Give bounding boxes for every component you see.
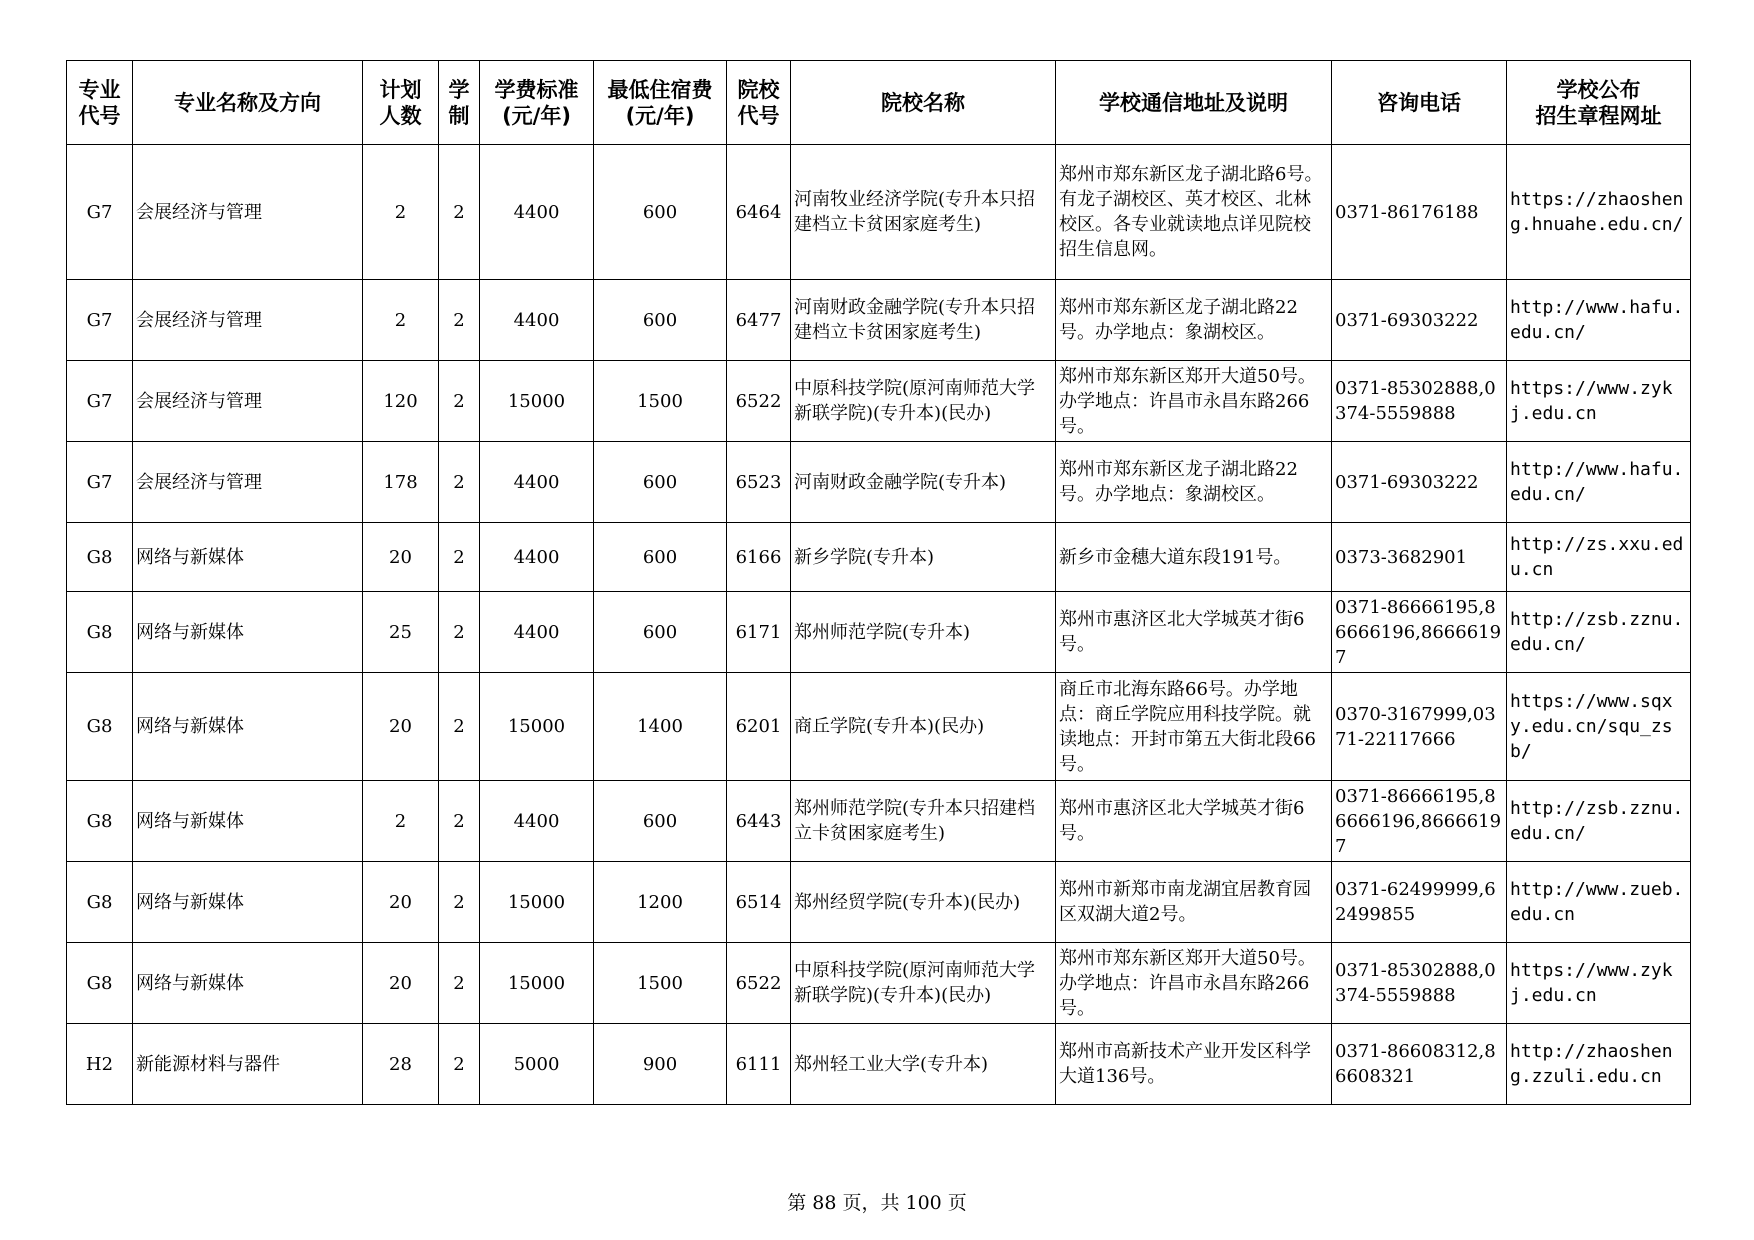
cell-school-code: 6522 (727, 361, 791, 442)
cell-address: 郑州市郑东新区龙子湖北路22号。办学地点：象湖校区。 (1056, 280, 1332, 361)
header-dorm-fee: 最低住宿费 (元/年) (594, 61, 727, 145)
table-row (67, 442, 1691, 523)
cell-phone: 0371-86608312,86608321 (1332, 1024, 1507, 1105)
cell-plan-count: 20 (363, 943, 439, 1024)
cell-address: 郑州市郑东新区郑开大道50号。办学地点：许昌市永昌东路266号。 (1056, 943, 1332, 1024)
cell-address: 郑州市新郑市南龙湖宜居教育园区双湖大道2号。 (1056, 862, 1332, 943)
cell-phone: 0371-86666195,86666196,86666197 (1332, 592, 1507, 673)
cell-school-name: 河南财政金融学院(专升本) (791, 442, 1056, 523)
cell-plan-count: 120 (363, 361, 439, 442)
page-footer: 第 88 页，共 100 页 (787, 1192, 967, 1214)
cell-url: http://zhaosheng.zzuli.edu.cn (1507, 1024, 1691, 1105)
cell-school-code: 6171 (727, 592, 791, 673)
cell-study-years: 2 (439, 943, 480, 1024)
cell-school-code: 6201 (727, 673, 791, 781)
table-row (67, 943, 1691, 1024)
cell-tuition: 15000 (480, 361, 594, 442)
cell-url: https://www.zykj.edu.cn (1507, 361, 1691, 442)
cell-school-code: 6477 (727, 280, 791, 361)
cell-major-code: G8 (67, 592, 133, 673)
cell-tuition: 15000 (480, 862, 594, 943)
table-row (67, 781, 1691, 862)
cell-dorm-fee: 1400 (594, 673, 727, 781)
table-row (67, 592, 1691, 673)
cell-school-code: 6514 (727, 862, 791, 943)
cell-study-years: 2 (439, 361, 480, 442)
cell-major-code: G7 (67, 145, 133, 280)
cell-major-code: G8 (67, 523, 133, 592)
cell-study-years: 2 (439, 280, 480, 361)
cell-major-name: 网络与新媒体 (133, 781, 363, 862)
cell-major-name: 网络与新媒体 (133, 523, 363, 592)
table-row (67, 361, 1691, 442)
cell-major-name: 网络与新媒体 (133, 673, 363, 781)
cell-url: http://zs.xxu.edu.cn (1507, 523, 1691, 592)
cell-tuition: 5000 (480, 1024, 594, 1105)
cell-major-code: G7 (67, 361, 133, 442)
cell-school-name: 中原科技学院(原河南师范大学新联学院)(专升本)(民办) (791, 943, 1056, 1024)
cell-dorm-fee: 1500 (594, 943, 727, 1024)
cell-study-years: 2 (439, 523, 480, 592)
cell-school-name: 郑州经贸学院(专升本)(民办) (791, 862, 1056, 943)
cell-major-code: G7 (67, 442, 133, 523)
cell-phone: 0371-62499999,62499855 (1332, 862, 1507, 943)
cell-major-code: G8 (67, 943, 133, 1024)
cell-address: 商丘市北海东路66号。办学地点：商丘学院应用科技学院。就读地点：开封市第五大街北段66号。 (1056, 673, 1332, 781)
cell-school-code: 6522 (727, 943, 791, 1024)
cell-address: 郑州市郑东新区郑开大道50号。办学地点：许昌市永昌东路266号。 (1056, 361, 1332, 442)
cell-school-code: 6523 (727, 442, 791, 523)
cell-dorm-fee: 1500 (594, 361, 727, 442)
header-tuition: 学费标准 (元/年) (480, 61, 594, 145)
cell-dorm-fee: 600 (594, 781, 727, 862)
cell-phone: 0371-85302888,0374-5559888 (1332, 361, 1507, 442)
header-school-name: 院校名称 (791, 61, 1056, 145)
cell-address: 郑州市惠济区北大学城英才街6号。 (1056, 592, 1332, 673)
cell-major-code: H2 (67, 1024, 133, 1105)
cell-plan-count: 20 (363, 523, 439, 592)
cell-major-name: 新能源材料与器件 (133, 1024, 363, 1105)
cell-dorm-fee: 600 (594, 280, 727, 361)
cell-school-name: 郑州轻工业大学(专升本) (791, 1024, 1056, 1105)
cell-school-code: 6443 (727, 781, 791, 862)
cell-tuition: 4400 (480, 592, 594, 673)
admissions-table (66, 60, 1691, 1105)
cell-major-name: 会展经济与管理 (133, 442, 363, 523)
cell-phone: 0371-86666195,86666196,86666197 (1332, 781, 1507, 862)
cell-dorm-fee: 600 (594, 523, 727, 592)
cell-address: 新乡市金穗大道东段191号。 (1056, 523, 1332, 592)
cell-tuition: 4400 (480, 145, 594, 280)
header-row (67, 61, 1691, 145)
cell-phone: 0371-86176188 (1332, 145, 1507, 280)
cell-plan-count: 178 (363, 442, 439, 523)
cell-major-name: 网络与新媒体 (133, 862, 363, 943)
cell-school-name: 商丘学院(专升本)(民办) (791, 673, 1056, 781)
header-url: 学校公布 招生章程网址 (1507, 61, 1691, 145)
header-school-code: 院校 代号 (727, 61, 791, 145)
header-phone: 咨询电话 (1332, 61, 1507, 145)
cell-dorm-fee: 600 (594, 145, 727, 280)
cell-school-name: 郑州师范学院(专升本只招建档立卡贫困家庭考生) (791, 781, 1056, 862)
cell-tuition: 4400 (480, 523, 594, 592)
cell-study-years: 2 (439, 145, 480, 280)
cell-study-years: 2 (439, 1024, 480, 1105)
header-major-code: 专业 代号 (67, 61, 133, 145)
cell-major-name: 网络与新媒体 (133, 592, 363, 673)
cell-study-years: 2 (439, 862, 480, 943)
cell-plan-count: 2 (363, 145, 439, 280)
cell-plan-count: 25 (363, 592, 439, 673)
cell-tuition: 4400 (480, 442, 594, 523)
cell-dorm-fee: 900 (594, 1024, 727, 1105)
cell-url: https://www.sqxy.edu.cn/squ_zsb/ (1507, 673, 1691, 781)
table-row (67, 145, 1691, 280)
cell-plan-count: 28 (363, 1024, 439, 1105)
cell-school-code: 6111 (727, 1024, 791, 1105)
table-row (67, 1024, 1691, 1105)
cell-dorm-fee: 600 (594, 592, 727, 673)
header-address: 学校通信地址及说明 (1056, 61, 1332, 145)
cell-phone: 0373-3682901 (1332, 523, 1507, 592)
cell-study-years: 2 (439, 673, 480, 781)
cell-address: 郑州市惠济区北大学城英才街6号。 (1056, 781, 1332, 862)
cell-url: http://zsb.zznu.edu.cn/ (1507, 781, 1691, 862)
cell-address: 郑州市高新技术产业开发区科学大道136号。 (1056, 1024, 1332, 1105)
cell-tuition: 15000 (480, 943, 594, 1024)
cell-plan-count: 20 (363, 862, 439, 943)
cell-major-code: G7 (67, 280, 133, 361)
cell-tuition: 4400 (480, 781, 594, 862)
header-study-years: 学 制 (439, 61, 480, 145)
cell-plan-count: 2 (363, 280, 439, 361)
cell-phone: 0371-69303222 (1332, 280, 1507, 361)
cell-major-name: 会展经济与管理 (133, 145, 363, 280)
cell-major-code: G8 (67, 673, 133, 781)
cell-address: 郑州市郑东新区龙子湖北路22号。办学地点：象湖校区。 (1056, 442, 1332, 523)
table-row (67, 673, 1691, 781)
cell-address: 郑州市郑东新区龙子湖北路6号。有龙子湖校区、英才校区、北林校区。各专业就读地点详见院校招生信息网。 (1056, 145, 1332, 280)
cell-url: http://www.hafu.edu.cn/ (1507, 280, 1691, 361)
table-row (67, 523, 1691, 592)
cell-tuition: 4400 (480, 280, 594, 361)
cell-dorm-fee: 1200 (594, 862, 727, 943)
header-plan-count: 计划 人数 (363, 61, 439, 145)
cell-phone: 0371-85302888,0374-5559888 (1332, 943, 1507, 1024)
cell-dorm-fee: 600 (594, 442, 727, 523)
cell-phone: 0370-3167999,0371-22117666 (1332, 673, 1507, 781)
cell-major-code: G8 (67, 862, 133, 943)
cell-major-name: 会展经济与管理 (133, 361, 363, 442)
cell-school-code: 6166 (727, 523, 791, 592)
header-major-name: 专业名称及方向 (133, 61, 363, 145)
cell-major-name: 网络与新媒体 (133, 943, 363, 1024)
cell-study-years: 2 (439, 592, 480, 673)
cell-school-name: 河南牧业经济学院(专升本只招建档立卡贫困家庭考生) (791, 145, 1056, 280)
cell-school-name: 河南财政金融学院(专升本只招建档立卡贫困家庭考生) (791, 280, 1056, 361)
cell-url: https://www.zykj.edu.cn (1507, 943, 1691, 1024)
cell-school-name: 郑州师范学院(专升本) (791, 592, 1056, 673)
cell-url: http://www.zueb.edu.cn (1507, 862, 1691, 943)
cell-major-name: 会展经济与管理 (133, 280, 363, 361)
table-row (67, 280, 1691, 361)
cell-school-code: 6464 (727, 145, 791, 280)
cell-url: http://zsb.zznu.edu.cn/ (1507, 592, 1691, 673)
cell-study-years: 2 (439, 442, 480, 523)
cell-plan-count: 2 (363, 781, 439, 862)
cell-tuition: 15000 (480, 673, 594, 781)
table-row (67, 862, 1691, 943)
cell-school-name: 中原科技学院(原河南师范大学新联学院)(专升本)(民办) (791, 361, 1056, 442)
cell-major-code: G8 (67, 781, 133, 862)
cell-url: http://www.hafu.edu.cn/ (1507, 442, 1691, 523)
cell-plan-count: 20 (363, 673, 439, 781)
cell-study-years: 2 (439, 781, 480, 862)
cell-phone: 0371-69303222 (1332, 442, 1507, 523)
cell-school-name: 新乡学院(专升本) (791, 523, 1056, 592)
cell-url: https://zhaosheng.hnuahe.edu.cn/ (1507, 145, 1691, 280)
